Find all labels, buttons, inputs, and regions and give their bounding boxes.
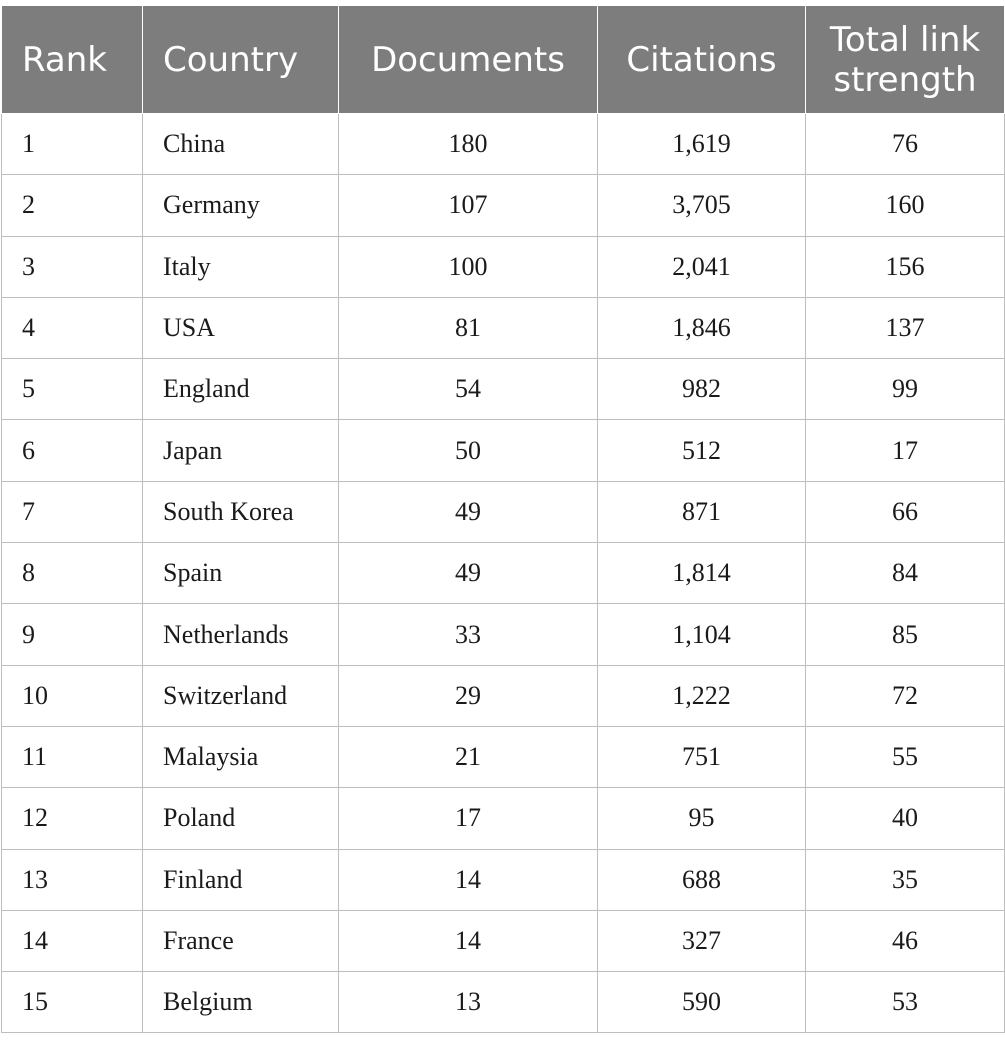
table-row	[2, 604, 1005, 665]
citations-cell: 751	[598, 726, 806, 787]
table-row	[2, 114, 1005, 175]
country-cell: Italy	[143, 236, 339, 297]
table-row	[2, 665, 1005, 726]
table-row	[2, 788, 1005, 849]
country-cell: England	[143, 359, 339, 420]
table-row	[2, 236, 1005, 297]
citations-cell: 1,814	[598, 543, 806, 604]
table-row	[2, 297, 1005, 358]
total-link-strength-cell: 84	[806, 543, 1005, 604]
citations-cell: 1,104	[598, 604, 806, 665]
country-ranking-table	[1, 5, 1005, 1033]
documents-cell: 50	[339, 420, 598, 481]
table-body	[2, 114, 1005, 1033]
rank-cell: 9	[2, 604, 143, 665]
documents-cell: 21	[339, 726, 598, 787]
citations-cell: 95	[598, 788, 806, 849]
header-citations: Citations	[598, 6, 806, 114]
total-link-strength-cell: 99	[806, 359, 1005, 420]
table-row	[2, 910, 1005, 971]
table-row	[2, 359, 1005, 420]
total-link-strength-cell: 53	[806, 972, 1005, 1033]
rank-cell: 13	[2, 849, 143, 910]
header-row	[2, 6, 1005, 114]
rank-cell: 12	[2, 788, 143, 849]
header-country: Country	[143, 6, 339, 114]
country-cell: USA	[143, 297, 339, 358]
documents-cell: 29	[339, 665, 598, 726]
rank-cell: 1	[2, 114, 143, 175]
total-link-strength-cell: 46	[806, 910, 1005, 971]
total-link-strength-cell: 85	[806, 604, 1005, 665]
documents-cell: 54	[339, 359, 598, 420]
country-cell: France	[143, 910, 339, 971]
citations-cell: 871	[598, 481, 806, 542]
country-cell: Spain	[143, 543, 339, 604]
country-cell: Poland	[143, 788, 339, 849]
rank-cell: 10	[2, 665, 143, 726]
documents-cell: 13	[339, 972, 598, 1033]
documents-cell: 49	[339, 543, 598, 604]
rank-cell: 11	[2, 726, 143, 787]
country-cell: Germany	[143, 175, 339, 236]
country-cell: South Korea	[143, 481, 339, 542]
header-rank: Rank	[2, 6, 143, 114]
citations-cell: 512	[598, 420, 806, 481]
country-cell: Malaysia	[143, 726, 339, 787]
rank-cell: 3	[2, 236, 143, 297]
citations-cell: 2,041	[598, 236, 806, 297]
documents-cell: 33	[339, 604, 598, 665]
total-link-strength-cell: 17	[806, 420, 1005, 481]
documents-cell: 14	[339, 910, 598, 971]
table-row	[2, 175, 1005, 236]
table-row	[2, 420, 1005, 481]
rank-cell: 7	[2, 481, 143, 542]
citations-cell: 1,222	[598, 665, 806, 726]
documents-cell: 180	[339, 114, 598, 175]
citations-cell: 688	[598, 849, 806, 910]
total-link-strength-cell: 40	[806, 788, 1005, 849]
citations-cell: 3,705	[598, 175, 806, 236]
citations-cell: 327	[598, 910, 806, 971]
rank-cell: 2	[2, 175, 143, 236]
documents-cell: 49	[339, 481, 598, 542]
rank-cell: 5	[2, 359, 143, 420]
table-header	[2, 6, 1005, 114]
country-cell: Belgium	[143, 972, 339, 1033]
country-cell: Switzerland	[143, 665, 339, 726]
citations-cell: 1,846	[598, 297, 806, 358]
header-documents: Documents	[339, 6, 598, 114]
total-link-strength-cell: 55	[806, 726, 1005, 787]
documents-cell: 14	[339, 849, 598, 910]
rank-cell: 4	[2, 297, 143, 358]
total-link-strength-cell: 66	[806, 481, 1005, 542]
citations-cell: 590	[598, 972, 806, 1033]
total-link-strength-cell: 76	[806, 114, 1005, 175]
total-link-strength-cell: 137	[806, 297, 1005, 358]
total-link-strength-cell: 35	[806, 849, 1005, 910]
table-row	[2, 481, 1005, 542]
rank-cell: 8	[2, 543, 143, 604]
documents-cell: 100	[339, 236, 598, 297]
table-row	[2, 972, 1005, 1033]
country-cell: Finland	[143, 849, 339, 910]
total-link-strength-cell: 72	[806, 665, 1005, 726]
total-link-strength-cell: 160	[806, 175, 1005, 236]
table-row	[2, 543, 1005, 604]
table-row	[2, 849, 1005, 910]
table-row	[2, 726, 1005, 787]
country-cell: Japan	[143, 420, 339, 481]
citations-cell: 1,619	[598, 114, 806, 175]
citations-cell: 982	[598, 359, 806, 420]
header-total-link-strength: Total link strength	[806, 6, 1005, 114]
rank-cell: 14	[2, 910, 143, 971]
total-link-strength-cell: 156	[806, 236, 1005, 297]
country-cell: Netherlands	[143, 604, 339, 665]
documents-cell: 17	[339, 788, 598, 849]
country-cell: China	[143, 114, 339, 175]
rank-cell: 15	[2, 972, 143, 1033]
documents-cell: 107	[339, 175, 598, 236]
documents-cell: 81	[339, 297, 598, 358]
rank-cell: 6	[2, 420, 143, 481]
